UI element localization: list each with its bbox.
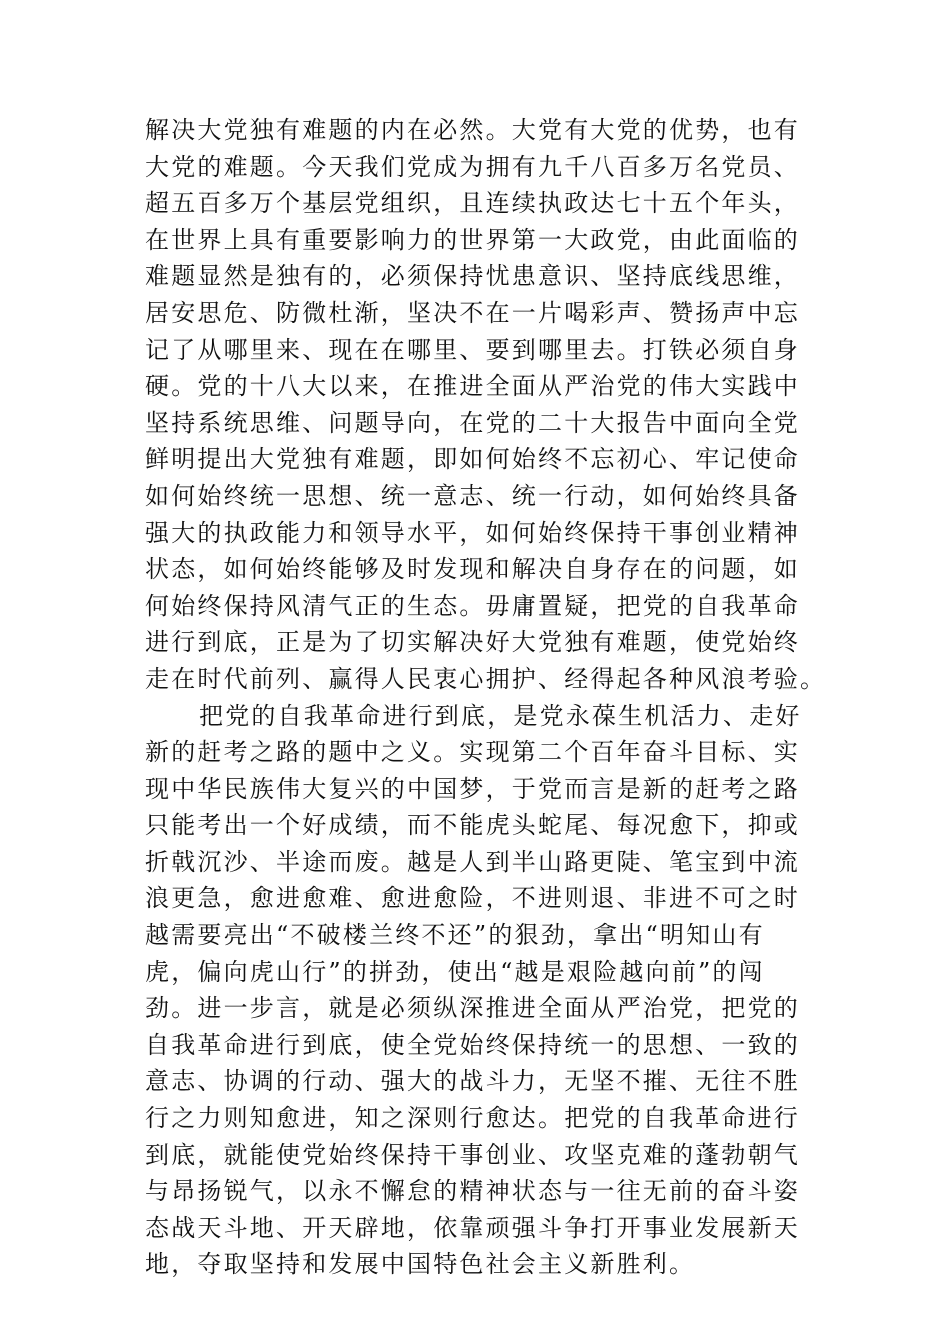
text-line: 难题显然是独有的，必须保持忧患意识、坚持底线思维， xyxy=(145,262,800,291)
text-line: 把党的自我革命进行到底，是党永葆生机活力、走好 xyxy=(199,701,802,730)
text-line: 与昂扬锐气，以永不懈怠的精神状态与一往无前的奋斗姿 xyxy=(145,1177,800,1206)
text-line: 如何始终统一思想、统一意志、统一行动，如何始终具备 xyxy=(145,481,800,510)
text-line: 只能考出一个好成绩，而不能虎头蛇尾、每况愈下，抑或 xyxy=(145,811,800,840)
text-line: 坚持系统思维、问题导向，在党的二十大报告中面向全党 xyxy=(145,408,800,437)
text-line: 意志、协调的行动、强大的战斗力，无坚不摧、无往不胜 xyxy=(145,1067,800,1096)
text-line: 状态，如何始终能够及时发现和解决自身存在的问题，如 xyxy=(145,555,800,584)
text-line: 鲜明提出大党独有难题，即如何始终不忘初心、牢记使命 xyxy=(145,445,800,474)
text-line: 进行到底，正是为了切实解决好大党独有难题，使党始终 xyxy=(145,628,800,657)
text-line: 到底，就能使党始终保持干事创业、攻坚克难的蓬勃朝气 xyxy=(145,1140,800,1169)
text-line: 新的赶考之路的题中之义。实现第二个百年奋斗目标、实 xyxy=(145,738,800,767)
body-text xyxy=(145,112,827,1283)
text-line: 超五百多万个基层党组织，且连续执政达七十五个年头， xyxy=(145,189,800,218)
text-line: 态战天斗地、开天辟地，依靠顽强斗争打开事业发展新天 xyxy=(145,1213,800,1242)
text-line: 浪更急，愈进愈难、愈进愈险，不进则退、非进不可之时 xyxy=(145,884,800,913)
text-line: 记了从哪里来、现在在哪里、要到哪里去。打铁必须自身 xyxy=(145,335,800,364)
text-line: 强大的执政能力和领导水平，如何始终保持干事创业精神 xyxy=(145,518,800,547)
text-line: 虎，偏向虎山行”的拼劲，使出“越是艰险越向前”的闯 xyxy=(145,957,765,986)
text-line: 硬。党的十八大以来，在推进全面从严治党的伟大实践中 xyxy=(145,372,800,401)
text-line: 走在时代前列、赢得人民衷心拥护、经得起各种风浪考验。 xyxy=(145,664,827,693)
text-line: 劲。进一步言，就是必须纵深推进全面从严治党，把党的 xyxy=(145,994,800,1023)
text-line: 解决大党独有难题的内在必然。大党有大党的优势，也有 xyxy=(145,116,800,144)
text-line: 大党的难题。今天我们党成为拥有九千八百多万名党员、 xyxy=(145,152,800,181)
paragraph-2 xyxy=(145,698,810,1284)
text-line: 何始终保持风清气正的生态。毋庸置疑，把党的自我革命 xyxy=(145,591,800,620)
text-line: 行之力则知愈进，知之深则行愈达。把党的自我革命进行 xyxy=(145,1104,800,1133)
text-line: 现中华民族伟大复兴的中国梦，于党而言是新的赶考之路 xyxy=(145,774,800,803)
text-line: 折戟沉沙、半途而废。越是人到半山路更陡、笔宝到中流 xyxy=(145,847,800,876)
text-line: 越需要亮出“不破楼兰终不还”的狠劲，拿出“明知山有 xyxy=(145,921,765,950)
text-line: 地，夺取坚持和发展中国特色社会主义新胜利。 xyxy=(145,1250,696,1279)
paragraph-1 xyxy=(145,112,827,698)
text-line: 自我革命进行到底，使全党始终保持统一的思想、一致的 xyxy=(145,1030,800,1059)
text-line: 居安思危、防微杜渐，坚决不在一片喝彩声、赞扬声中忘 xyxy=(145,298,800,327)
text-line: 在世界上具有重要影响力的世界第一大政党，由此面临的 xyxy=(145,225,800,254)
